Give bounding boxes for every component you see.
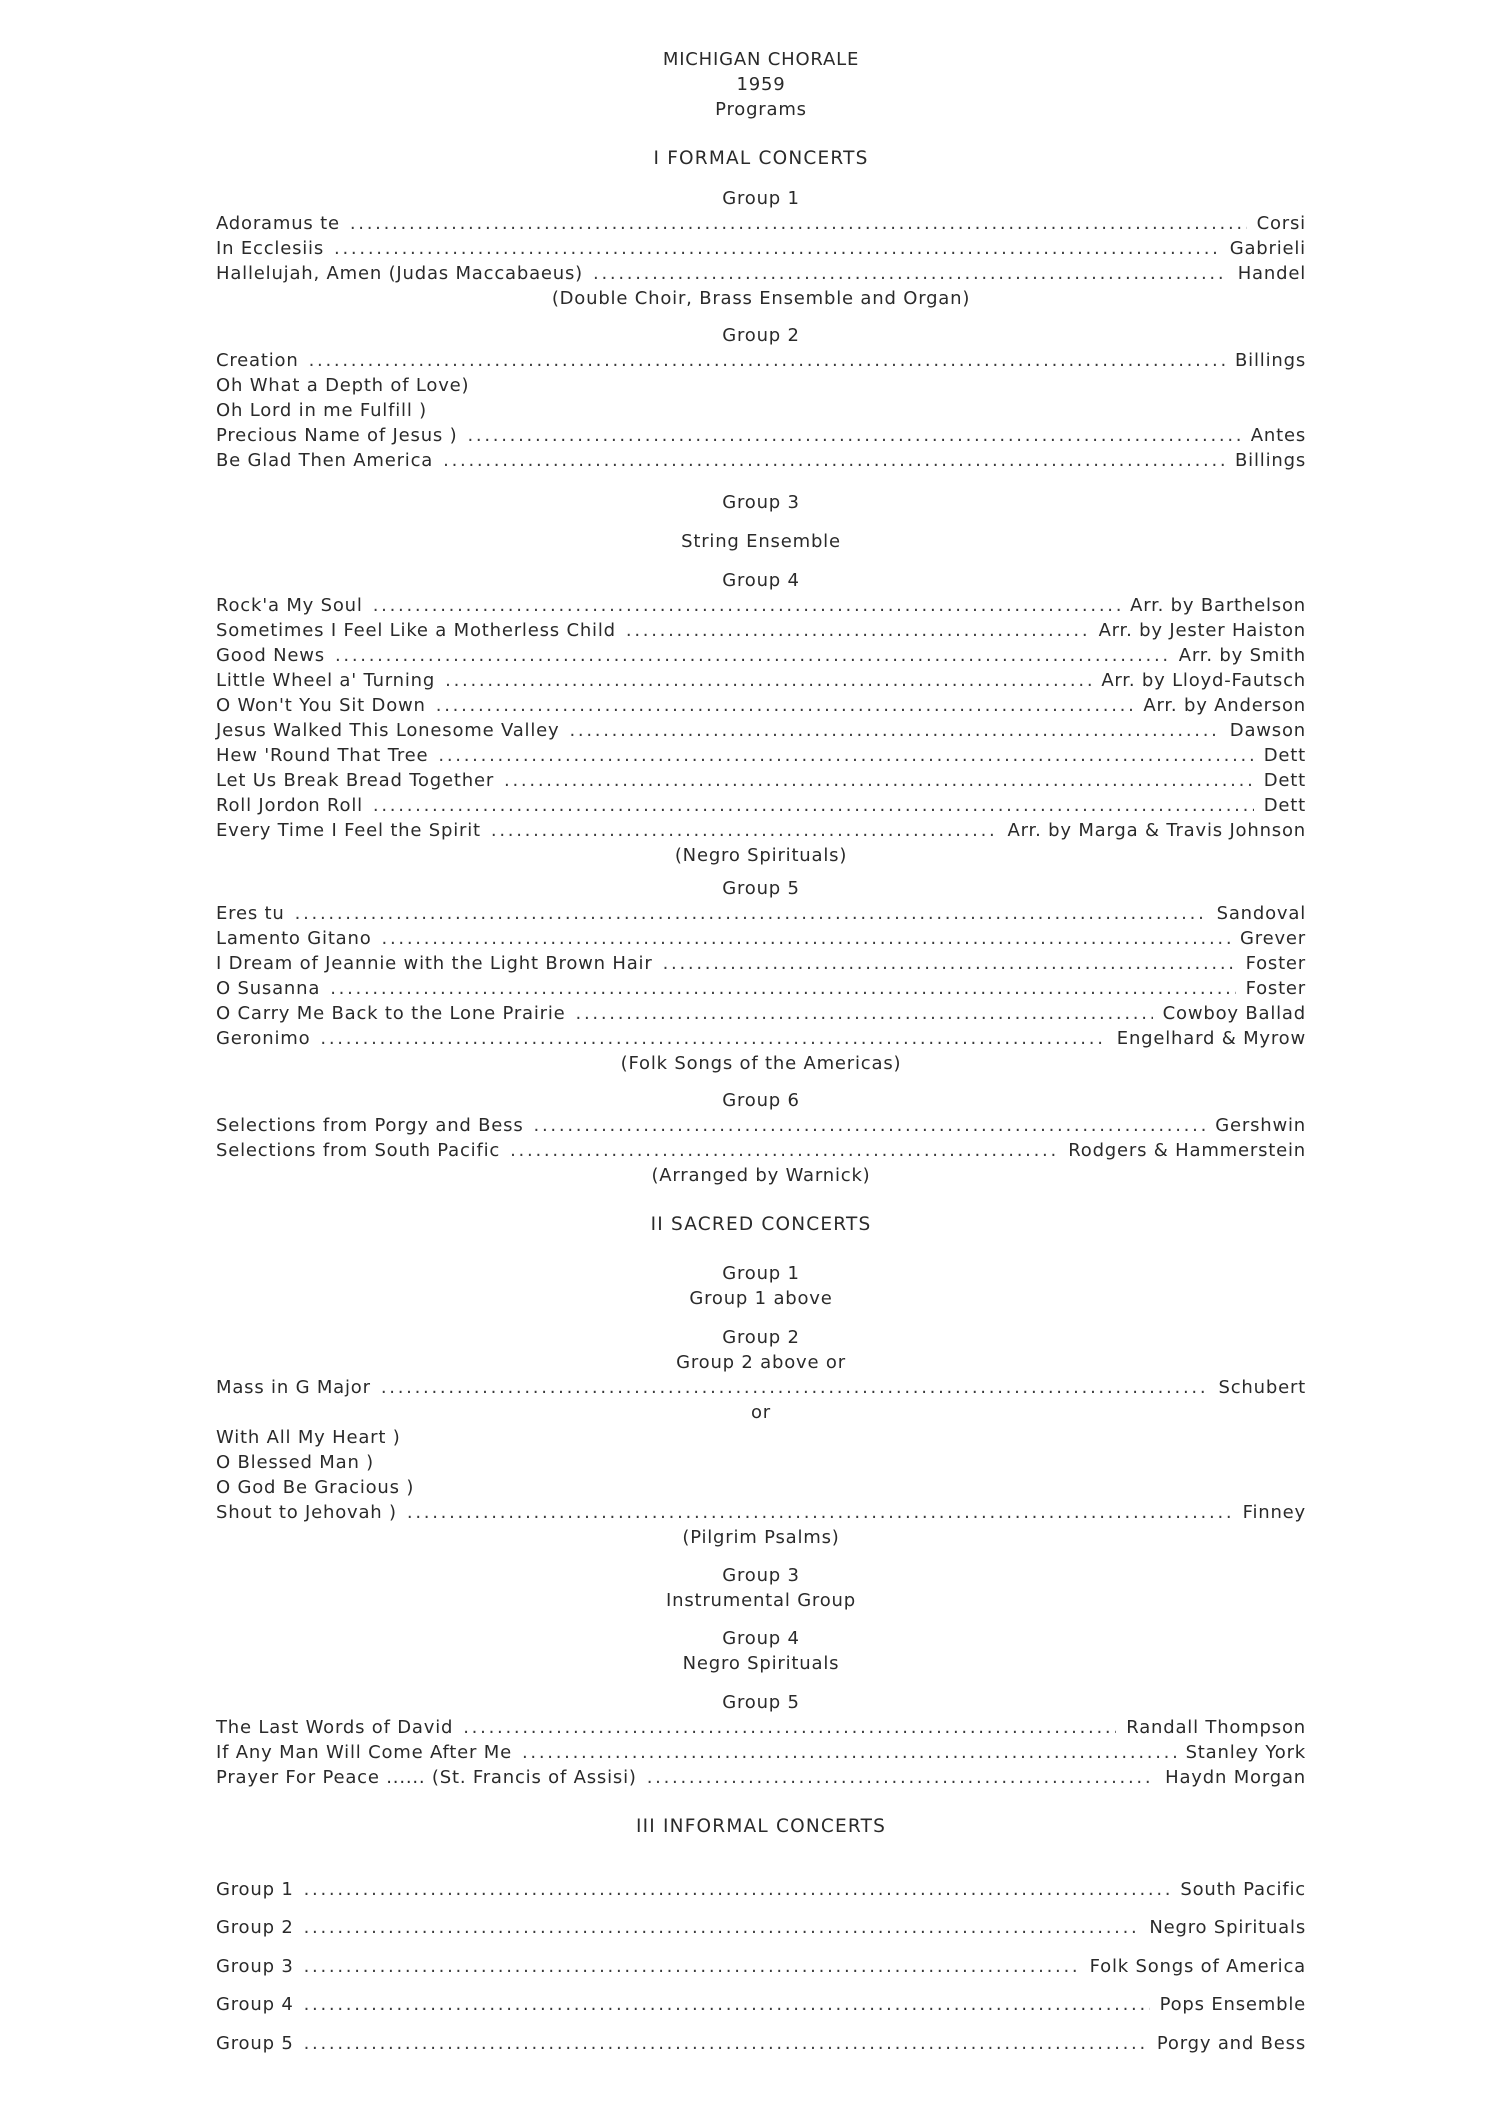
dot-leader xyxy=(576,1001,1153,1026)
item-author: Engelhard & Myrow xyxy=(1116,1028,1306,1049)
dot-leader xyxy=(491,818,998,843)
item-title: O Susanna xyxy=(216,978,321,999)
program-item xyxy=(216,1475,1306,1500)
dot-leader xyxy=(335,643,1169,668)
dot-leader xyxy=(320,1026,1106,1051)
sacred-group-2 xyxy=(216,1325,1306,1425)
formal-group-2 xyxy=(216,323,1306,473)
item-author: Gabrieli xyxy=(1229,238,1306,259)
dot-leader xyxy=(304,1877,1171,1902)
dot-leader xyxy=(309,348,1225,373)
item-title: With All My Heart ) xyxy=(216,1427,401,1448)
program-item xyxy=(216,1765,1306,1790)
item-author: Sandoval xyxy=(1216,903,1306,924)
section-heading: III INFORMAL CONCERTS xyxy=(635,1816,887,1837)
item-title: Selections from Porgy and Bess xyxy=(216,1115,524,1136)
sacred-group-1 xyxy=(216,1261,1306,1311)
item-author: Rodgers & Hammerstein xyxy=(1068,1140,1306,1161)
group-text: Group 1 above xyxy=(689,1288,833,1309)
item-title: Creation xyxy=(216,350,299,371)
item-title: Group 2 xyxy=(216,1917,294,1938)
item-author: Dett xyxy=(1263,770,1306,791)
item-author: Grever xyxy=(1240,928,1306,949)
program-item xyxy=(216,1500,1306,1525)
item-title: Be Glad Then America xyxy=(216,450,434,471)
program-item xyxy=(216,1940,1306,1979)
item-title: Eres tu xyxy=(216,903,285,924)
program-item xyxy=(216,718,1306,743)
dot-leader xyxy=(350,211,1247,236)
dot-leader xyxy=(373,593,1120,618)
formal-group-3-text xyxy=(216,529,1306,554)
item-title: Little Wheel a' Turning xyxy=(216,670,436,691)
page-year: 1959 xyxy=(736,74,786,95)
group-heading: Group 1 xyxy=(722,1263,800,1284)
item-title: Lamento Gitano xyxy=(216,928,372,949)
dot-leader xyxy=(467,423,1240,448)
group-heading: Group 6 xyxy=(722,1090,800,1111)
program-item xyxy=(216,693,1306,718)
item-author: Folk Songs of America xyxy=(1089,1955,1306,1977)
program-item xyxy=(216,261,1306,286)
item-title: Sometimes I Feel Like a Motherless Child xyxy=(216,620,616,641)
program-item xyxy=(216,1375,1306,1400)
item-title: Mass in G Major xyxy=(216,1377,371,1398)
program-item xyxy=(216,448,1306,473)
dot-leader xyxy=(504,768,1254,793)
item-author: Porgy and Bess xyxy=(1156,2032,1306,2054)
item-author: Randall Thompson xyxy=(1126,1717,1306,1738)
formal-group-5 xyxy=(216,876,1306,1076)
item-title: Every Time I Feel the Spirit xyxy=(216,820,481,841)
group-text: Negro Spirituals xyxy=(682,1653,840,1674)
item-author: Handel xyxy=(1237,263,1306,284)
sacred-concerts-section xyxy=(216,1212,1306,1237)
item-title: O Carry Me Back to the Lone Prairie xyxy=(216,1003,566,1024)
dot-leader xyxy=(304,1992,1150,2017)
item-author: Dett xyxy=(1263,795,1306,816)
group-heading: Group 3 xyxy=(722,1565,800,1586)
program-item xyxy=(216,818,1306,843)
program-item xyxy=(216,2017,1306,2056)
program-item xyxy=(216,373,1306,398)
item-author: Foster xyxy=(1245,953,1306,974)
item-title: Rock'a My Soul xyxy=(216,595,363,616)
item-author: Gershwin xyxy=(1215,1115,1306,1136)
group-note: (Pilgrim Psalms) xyxy=(682,1527,840,1548)
item-title: Group 3 xyxy=(216,1955,294,1977)
item-author: Arr. by Marga & Travis Johnson xyxy=(1007,820,1306,841)
item-title: I Dream of Jeannie with the Light Brown Hair xyxy=(216,953,653,974)
dot-leader xyxy=(381,1375,1209,1400)
program-item xyxy=(216,768,1306,793)
program-item xyxy=(216,901,1306,926)
program-item xyxy=(216,1863,1306,1902)
group-text: Group 2 above or xyxy=(676,1352,846,1373)
informal-concerts-section xyxy=(216,1814,1306,1839)
program-item xyxy=(216,1979,1306,2018)
dot-leader xyxy=(534,1113,1206,1138)
item-title: The Last Words of David xyxy=(216,1717,454,1738)
program-item xyxy=(216,211,1306,236)
item-author: Billings xyxy=(1235,450,1306,471)
dot-leader xyxy=(295,901,1207,926)
dot-leader xyxy=(445,668,1091,693)
program-item xyxy=(216,423,1306,448)
group-text: Instrumental Group xyxy=(666,1590,856,1611)
item-title: Adoramus te xyxy=(216,213,340,234)
item-title: Roll Jordon Roll xyxy=(216,795,363,816)
program-item xyxy=(216,1138,1306,1163)
item-title: O Won't You Sit Down xyxy=(216,695,426,716)
program-item xyxy=(216,1450,1306,1475)
sacred-group-4 xyxy=(216,1626,1306,1676)
item-title: Oh What a Depth of Love) xyxy=(216,375,470,396)
program-item xyxy=(216,668,1306,693)
program-item xyxy=(216,236,1306,261)
dot-leader xyxy=(304,1915,1140,1940)
item-title: Oh Lord in me Fulfill ) xyxy=(216,400,427,421)
item-author: Arr. by Jester Haiston xyxy=(1098,620,1306,641)
item-title: Geronimo xyxy=(216,1028,311,1049)
item-author: Dawson xyxy=(1229,720,1306,741)
informal-group-list xyxy=(216,1863,1306,2056)
item-title: O Blessed Man ) xyxy=(216,1452,375,1473)
dot-leader xyxy=(463,1715,1116,1740)
page-header xyxy=(216,47,1306,122)
item-author: Haydn Morgan xyxy=(1165,1767,1306,1788)
group-heading: Group 5 xyxy=(722,878,800,899)
dot-leader xyxy=(522,1740,1176,1765)
page-title: MICHIGAN CHORALE xyxy=(662,49,860,70)
item-title: If Any Man Will Come After Me xyxy=(216,1742,512,1763)
item-author: Foster xyxy=(1245,978,1306,999)
item-title: Prayer For Peace ...... (St. Francis of Assisi) xyxy=(216,1767,637,1788)
item-author: Corsi xyxy=(1256,213,1306,234)
group-note: (Double Choir, Brass Ensemble and Organ) xyxy=(551,288,971,309)
program-item xyxy=(216,1715,1306,1740)
formal-group-1 xyxy=(216,186,1306,311)
dot-leader xyxy=(304,1954,1080,1979)
item-author: Billings xyxy=(1235,350,1306,371)
item-author: Arr. by Smith xyxy=(1178,645,1306,666)
program-item xyxy=(216,951,1306,976)
item-title: Precious Name of Jesus ) xyxy=(216,425,458,446)
dot-leader xyxy=(647,1765,1155,1790)
dot-leader xyxy=(436,693,1134,718)
program-item xyxy=(216,1026,1306,1051)
dot-leader xyxy=(626,618,1089,643)
sacred-group-5 xyxy=(216,1690,1306,1790)
dot-leader xyxy=(304,2031,1147,2056)
dot-leader xyxy=(438,743,1253,768)
dot-leader xyxy=(510,1138,1058,1163)
item-author: Antes xyxy=(1250,425,1306,446)
dot-leader xyxy=(373,793,1254,818)
program-item xyxy=(216,1113,1306,1138)
group-text: String Ensemble xyxy=(681,531,841,552)
formal-group-6 xyxy=(216,1088,1306,1188)
dot-leader xyxy=(330,976,1235,1001)
item-author: Finney xyxy=(1242,1502,1306,1523)
item-title: Group 1 xyxy=(216,1878,294,1900)
group-heading: Group 5 xyxy=(722,1692,800,1713)
program-item xyxy=(216,1001,1306,1026)
item-author: Stanley York xyxy=(1185,1742,1306,1763)
group-heading: Group 3 xyxy=(722,492,800,513)
dot-leader xyxy=(569,718,1219,743)
or-separator: or xyxy=(750,1402,771,1423)
program-item xyxy=(216,398,1306,423)
item-author: Arr. by Anderson xyxy=(1143,695,1306,716)
sacred-group-2-psalms xyxy=(216,1425,1306,1550)
page-subtitle: Programs xyxy=(715,99,807,120)
dot-leader xyxy=(663,951,1236,976)
program-item xyxy=(216,793,1306,818)
program-item xyxy=(216,1740,1306,1765)
program-item xyxy=(216,1902,1306,1941)
program-item xyxy=(216,976,1306,1001)
program-item xyxy=(216,348,1306,373)
group-note: (Arranged by Warnick) xyxy=(651,1165,871,1186)
formal-concerts-section xyxy=(216,146,1306,171)
program-item xyxy=(216,593,1306,618)
formal-group-4 xyxy=(216,568,1306,868)
item-author: Negro Spirituals xyxy=(1149,1917,1306,1938)
item-title: Hallelujah, Amen (Judas Maccabaeus) xyxy=(216,263,584,284)
dot-leader xyxy=(443,448,1225,473)
item-title: O God Be Gracious ) xyxy=(216,1477,415,1498)
dot-leader xyxy=(593,261,1228,286)
item-title: Jesus Walked This Lonesome Valley xyxy=(216,720,560,741)
group-note: (Folk Songs of the Americas) xyxy=(620,1053,902,1074)
item-author: Arr. by Barthelson xyxy=(1130,595,1306,616)
group-heading: Group 4 xyxy=(722,570,800,591)
section-heading: II SACRED CONCERTS xyxy=(650,1214,872,1235)
item-title: Let Us Break Bread Together xyxy=(216,770,495,791)
item-title: Group 5 xyxy=(216,2032,294,2054)
item-author: Cowboy Ballad xyxy=(1162,1003,1306,1024)
dot-leader xyxy=(382,926,1231,951)
group-heading: Group 4 xyxy=(722,1628,800,1649)
item-author: South Pacific xyxy=(1180,1878,1306,1900)
group-heading: Group 1 xyxy=(722,188,800,209)
section-heading: I FORMAL CONCERTS xyxy=(653,148,869,169)
item-author: Pops Ensemble xyxy=(1159,1994,1306,2015)
dot-leader xyxy=(334,236,1220,261)
group-note: (Negro Spirituals) xyxy=(674,845,848,866)
item-author: Dett xyxy=(1263,745,1306,766)
program-item xyxy=(216,743,1306,768)
program-item xyxy=(216,1425,1306,1450)
formal-group-3 xyxy=(216,490,1306,515)
program-item xyxy=(216,643,1306,668)
program-item xyxy=(216,618,1306,643)
group-heading: Group 2 xyxy=(722,325,800,346)
item-author: Arr. by Lloyd-Fautsch xyxy=(1101,670,1306,691)
item-title: Good News xyxy=(216,645,325,666)
group-heading: Group 2 xyxy=(722,1327,800,1348)
item-title: Shout to Jehovah ) xyxy=(216,1502,397,1523)
sacred-group-3 xyxy=(216,1563,1306,1613)
program-item xyxy=(216,926,1306,951)
item-title: In Ecclesiis xyxy=(216,238,325,259)
item-author: Schubert xyxy=(1218,1377,1306,1398)
dot-leader xyxy=(407,1500,1233,1525)
item-title: Selections from South Pacific xyxy=(216,1140,501,1161)
item-title: Hew 'Round That Tree xyxy=(216,745,429,766)
item-title: Group 4 xyxy=(216,1994,294,2015)
